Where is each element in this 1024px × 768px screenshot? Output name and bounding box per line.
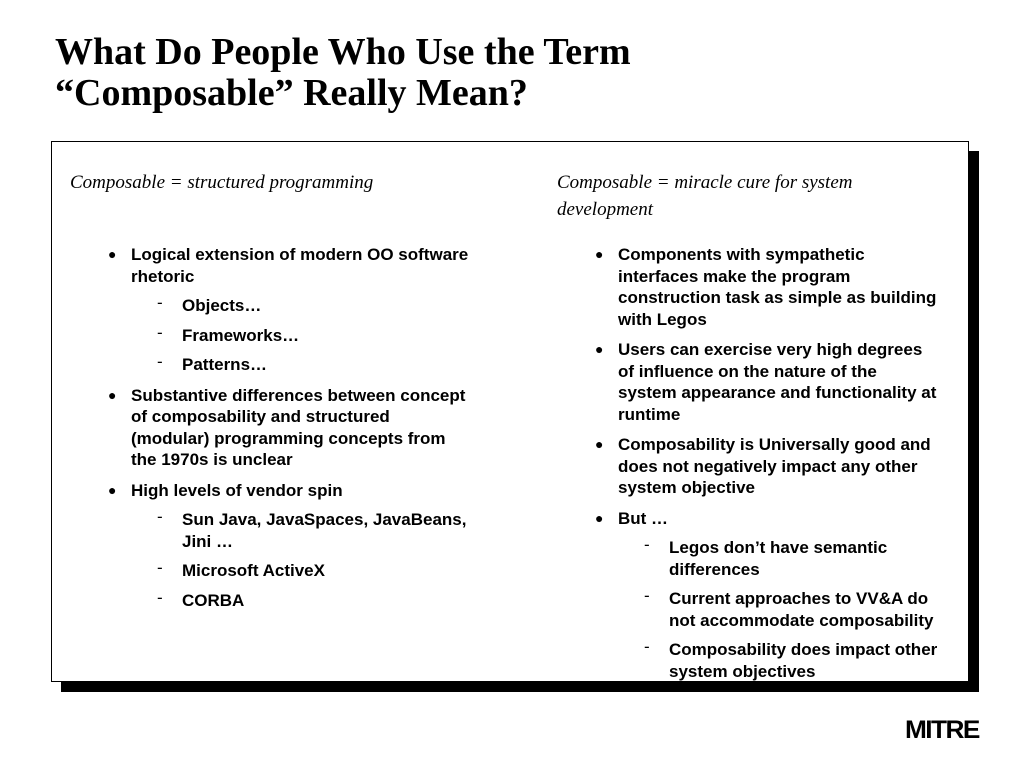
dash-icon: - — [644, 535, 650, 554]
dash-icon: - — [157, 322, 163, 342]
sub-bullet-text: Frameworks… — [182, 325, 300, 345]
dash-icon: - — [157, 558, 163, 577]
mitre-logo: MITRE — [905, 716, 979, 744]
sub-bullet-text: Microsoft ActiveX — [182, 561, 325, 580]
bullet-text: Users can exercise very high degrees of influence on the nature of the system appearance and functionality at runtime — [618, 340, 937, 424]
dash-icon: - — [157, 293, 163, 312]
bullet-icon: ● — [595, 436, 604, 452]
bullet-text: Substantive differences between concept of composability and structured (modular) programming concepts from the 1970s is unclear — [131, 385, 466, 469]
bullet-text: Composability is Universally good and does not negatively impact any other system objective — [618, 435, 931, 497]
bullet-text: But … — [618, 508, 669, 528]
sub-bullet-item — [131, 354, 471, 376]
dash-icon: - — [157, 507, 163, 526]
left-bullet-list — [70, 244, 471, 620]
dash-icon: - — [644, 637, 650, 656]
bullet-text: Logical extension of modern OO software rhetoric — [131, 245, 469, 286]
bullet-item — [557, 339, 938, 425]
bullet-item — [557, 508, 938, 683]
sub-bullet-item — [131, 560, 471, 582]
bullet-icon: ● — [595, 246, 604, 262]
bullet-icon: ● — [108, 246, 117, 262]
sub-bullet-list — [131, 295, 471, 376]
dash-icon: - — [157, 352, 163, 371]
sub-bullet-item — [131, 295, 471, 317]
sub-bullet-item — [131, 322, 471, 347]
dash-icon: - — [644, 586, 650, 605]
bullet-icon: ● — [108, 386, 117, 403]
sub-bullet-text: Composability does impact other system objectives — [669, 640, 938, 681]
sub-bullet-list — [618, 537, 938, 682]
bullet-text: Components with sympathetic interfaces make the program construction task as simple as building with Legos — [618, 245, 937, 329]
sub-bullet-text: Sun Java, JavaSpaces, JavaBeans, Jini … — [182, 510, 467, 551]
right-column-heading: Composable = miracle cure for system development — [557, 172, 853, 220]
bullet-text: High levels of vendor spin — [131, 480, 343, 500]
dash-icon: - — [157, 587, 163, 607]
left-column-heading: Composable = structured programming — [70, 172, 374, 193]
sub-bullet-text: Legos don’t have semantic differences — [669, 538, 888, 579]
bullet-icon: ● — [595, 509, 604, 526]
sub-bullet-text: Patterns… — [182, 355, 268, 374]
bullet-item — [70, 385, 471, 471]
bullet-item — [70, 480, 471, 612]
sub-bullet-item — [131, 509, 471, 552]
bullet-item — [557, 434, 938, 499]
sub-bullet-text: Current approaches to VV&A do not accommodate composability — [669, 589, 934, 630]
sub-bullet-item — [131, 587, 471, 612]
bullet-item — [557, 244, 938, 330]
sub-bullet-text: Objects… — [182, 296, 262, 315]
slide-title-line-2: “Composable” Really Mean? — [55, 72, 528, 114]
bullet-item — [70, 244, 471, 376]
right-bullet-list — [557, 244, 938, 691]
bullet-icon: ● — [108, 481, 117, 498]
bullet-icon: ● — [595, 341, 604, 357]
slide-title — [55, 32, 955, 114]
sub-bullet-item — [618, 639, 938, 682]
sub-bullet-item — [618, 537, 938, 580]
sub-bullet-item — [618, 588, 938, 631]
sub-bullet-list — [131, 509, 471, 611]
content-panel — [51, 141, 969, 682]
slide-title-line-1: What Do People Who Use the Term — [55, 31, 631, 73]
sub-bullet-text: CORBA — [182, 590, 245, 610]
